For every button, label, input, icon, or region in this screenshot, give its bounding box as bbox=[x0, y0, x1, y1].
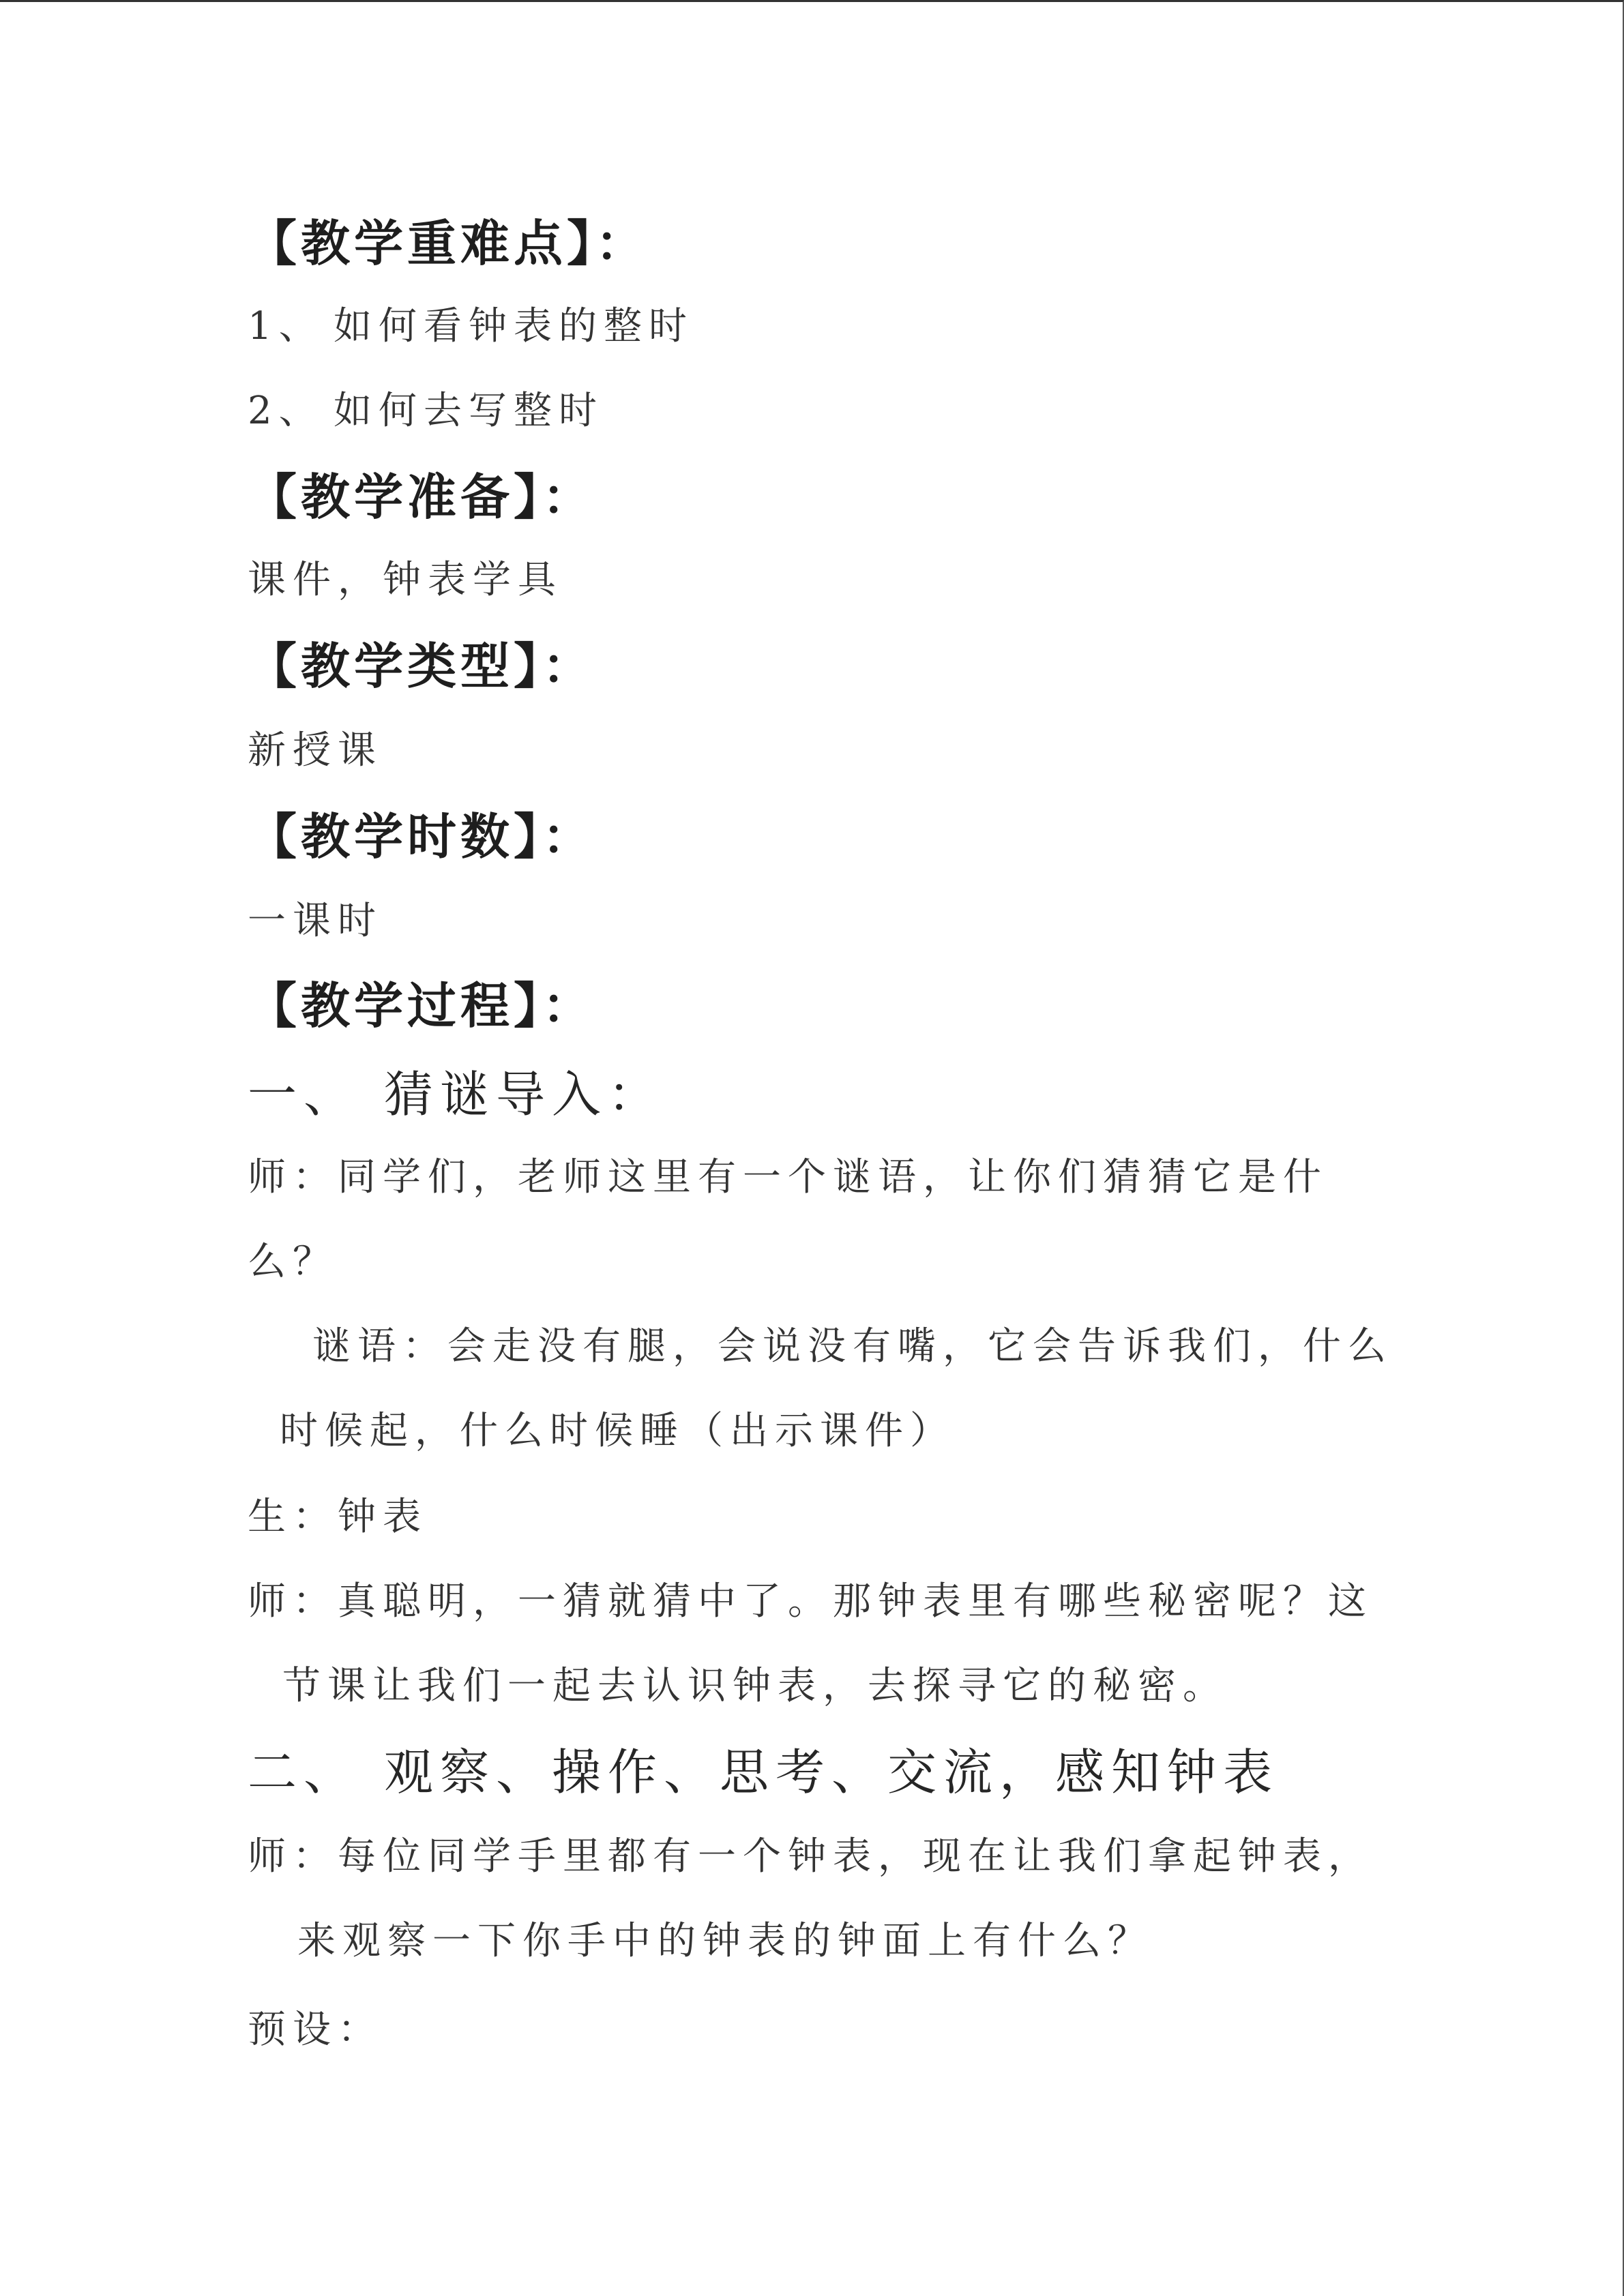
paragraph-line: 生：钟表 bbox=[248, 1495, 428, 1539]
hours-text: 一课时 bbox=[248, 899, 383, 943]
section-number: 一、 bbox=[248, 1066, 360, 1123]
paragraph-line: 时候起，什么时候睡（出示课件） bbox=[280, 1409, 955, 1453]
paragraph-line: 节课让我们一起去认识钟表，去探寻它的秘密。 bbox=[282, 1664, 1228, 1708]
paragraph-line: 师：同学们，老师这里有一个谜语，让你们猜猜它是什 bbox=[248, 1155, 1328, 1199]
paragraph-line: 谜语：会走没有腿，会说没有嘴，它会告诉我们，什么 bbox=[312, 1324, 1393, 1369]
preparation-text: 课件，钟表学具 bbox=[248, 558, 563, 602]
paragraph-line: 来观察一下你手中的钟表的钟面上有什么？ bbox=[297, 1919, 1153, 1963]
type-heading: 【教学类型】： bbox=[248, 637, 596, 695]
paragraph-line: 预设： bbox=[248, 2008, 383, 2052]
preparation-heading: 【教学准备】： bbox=[248, 468, 596, 526]
key-point-number: 2、 bbox=[248, 389, 324, 433]
key-point-item-2 bbox=[248, 389, 604, 433]
section-title-text: 猜谜导入： bbox=[384, 1066, 664, 1123]
key-point-number: 1、 bbox=[248, 304, 324, 348]
section-2-title bbox=[248, 1744, 1280, 1801]
hours-heading: 【教学时数】： bbox=[248, 807, 596, 865]
process-heading: 【教学过程】： bbox=[248, 976, 596, 1034]
type-text: 新授课 bbox=[248, 728, 383, 773]
paragraph-line: 师：真聪明，一猜就猜中了。那钟表里有哪些秘密呢？这 bbox=[248, 1579, 1373, 1624]
paragraph-line: 师：每位同学手里都有一个钟表，现在让我们拿起钟表， bbox=[248, 1834, 1373, 1879]
section-number: 二、 bbox=[248, 1744, 360, 1801]
paragraph-line: 么？ bbox=[248, 1240, 338, 1284]
key-point-text: 如何看钟表的整时 bbox=[334, 304, 694, 348]
key-points-heading: 【教学重难点】： bbox=[248, 214, 649, 272]
section-title-text: 观察、操作、思考、交流，感知钟表 bbox=[384, 1744, 1280, 1801]
section-1-title bbox=[248, 1066, 664, 1123]
key-point-item-1 bbox=[248, 304, 694, 348]
key-point-text: 如何去写整时 bbox=[334, 389, 604, 433]
